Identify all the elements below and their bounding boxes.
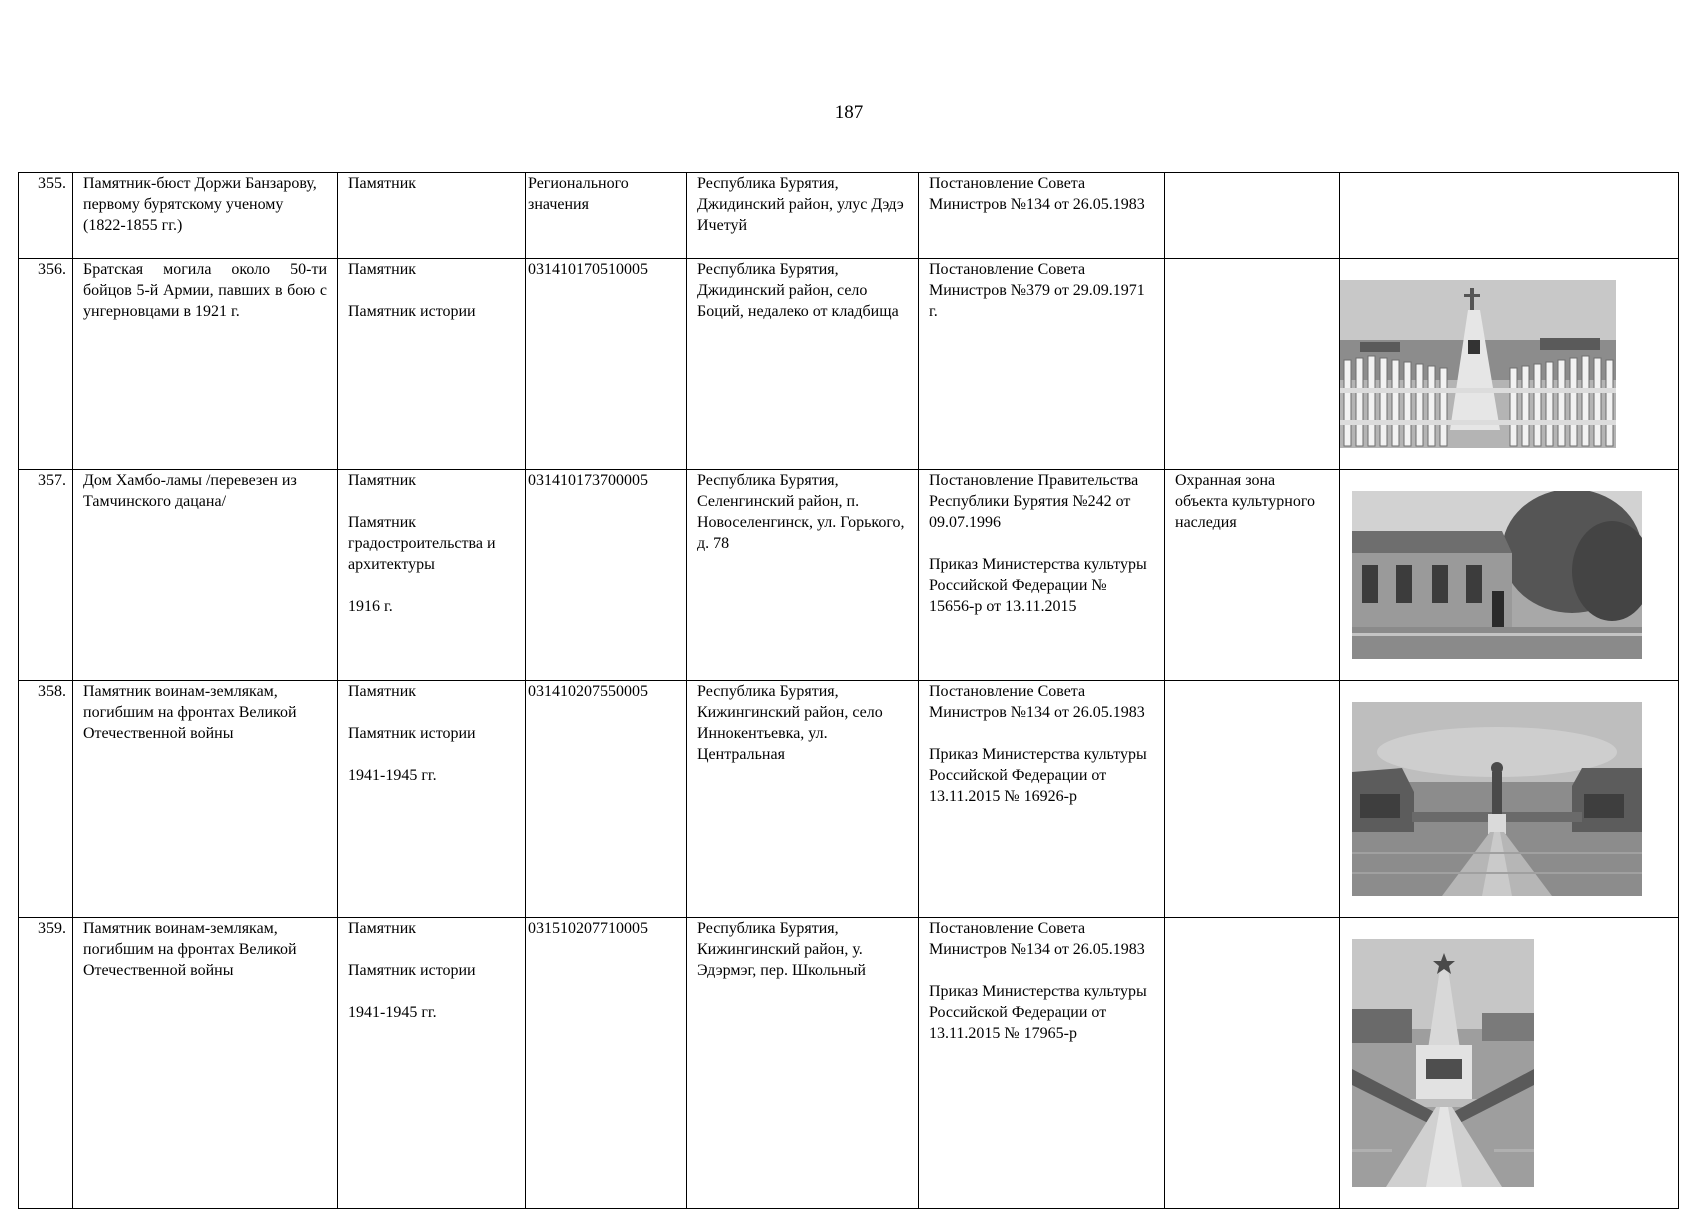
object-type: Памятник Памятник истории	[338, 259, 526, 470]
object-name: Памятник воинам-землякам, погибшим на фронтах Великой Отечественной войны	[73, 918, 338, 1209]
legal-document: Постановление Совета Министров №134 от 26.05.1983 Приказ Министерства культуры Российской Федерации от 13.11.2015 № 17965-р	[919, 918, 1165, 1209]
row-number: 357.	[19, 470, 73, 681]
registry-number: 031410207550005	[526, 681, 687, 918]
object-type: Памятник Памятник истории 1941-1945 гг.	[338, 918, 526, 1209]
object-location: Республика Бурятия, Джидинский район, село Боций, недалеко от кладбища	[687, 259, 919, 470]
photo-soldier-statue	[1352, 702, 1642, 896]
registry-number: Регионального значения	[526, 173, 687, 259]
photo-mass-grave-fence	[1340, 280, 1616, 448]
object-type: Памятник Памятник градостроительства и архитектуры 1916 г.	[338, 470, 526, 681]
object-type: Памятник	[338, 173, 526, 259]
object-location: Республика Бурятия, Кижингинский район, у. Эдэрмэг, пер. Школьный	[687, 918, 919, 1209]
object-location: Республика Бурятия, Селенгинский район, п. Новоселенгинск, ул. Горького, д. 78	[687, 470, 919, 681]
object-location: Республика Бурятия, Кижингинский район, село Иннокентьевка, ул. Центральная	[687, 681, 919, 918]
legal-document: Постановление Правительства Республики Бурятия №242 от 09.07.1996 Приказ Министерства культуры Российской Федерации № 15656-р от 13.11.2015	[919, 470, 1165, 681]
photo-house	[1352, 491, 1642, 659]
protection-zone	[1165, 173, 1340, 259]
registry-number: 031410170510005	[526, 259, 687, 470]
object-location: Республика Бурятия, Джидинский район, улус Дэдэ Ичетуй	[687, 173, 919, 259]
photo-cell	[1340, 918, 1679, 1209]
table-row	[19, 470, 1679, 681]
object-name: Памятник-бюст Доржи Банзарову, первому бурятскому ученому (1822-1855 гг.)	[73, 173, 338, 259]
registry-number: 031510207710005	[526, 918, 687, 1209]
page-number: 187	[834, 102, 864, 123]
table-row	[19, 681, 1679, 918]
protection-zone	[1165, 918, 1340, 1209]
legal-document: Постановление Совета Министров №134 от 26.05.1983 Приказ Министерства культуры Российской Федерации от 13.11.2015 № 16926-р	[919, 681, 1165, 918]
protection-zone	[1165, 681, 1340, 918]
row-number: 358.	[19, 681, 73, 918]
table-row	[19, 918, 1679, 1209]
object-name: Братская могила около 50-ти бойцов 5-й Армии, павших в бою с унгерновцами в 1921 г.	[73, 259, 338, 470]
object-name: Дом Хамбо-ламы /перевезен из Тамчинского дацана/	[73, 470, 338, 681]
photo-obelisk	[1352, 939, 1534, 1187]
row-number: 355.	[19, 173, 73, 259]
table-row	[19, 259, 1679, 470]
photo-cell	[1340, 173, 1679, 259]
object-name: Памятник воинам-землякам, погибшим на фронтах Великой Отечественной войны	[73, 681, 338, 918]
heritage-registry-table	[18, 172, 1679, 1209]
legal-document: Постановление Совета Министров №134 от 26.05.1983	[919, 173, 1165, 259]
registry-number: 031410173700005	[526, 470, 687, 681]
row-number: 356.	[19, 259, 73, 470]
protection-zone: Охранная зона объекта культурного наследия	[1165, 470, 1340, 681]
legal-document: Постановление Совета Министров №379 от 29.09.1971 г.	[919, 259, 1165, 470]
row-number: 359.	[19, 918, 73, 1209]
table-row	[19, 173, 1679, 259]
protection-zone	[1165, 259, 1340, 470]
photo-cell	[1340, 259, 1679, 470]
photo-cell	[1340, 681, 1679, 918]
photo-cell	[1340, 470, 1679, 681]
object-type: Памятник Памятник истории 1941-1945 гг.	[338, 681, 526, 918]
